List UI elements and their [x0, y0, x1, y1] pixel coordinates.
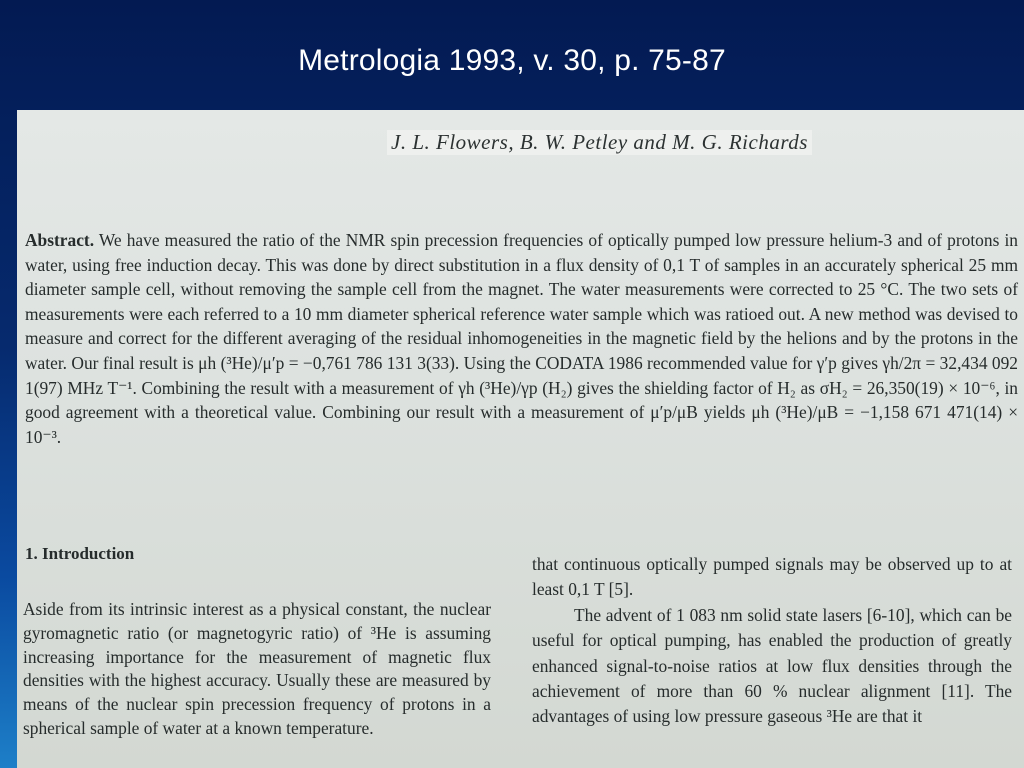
paper-authors: J. L. Flowers, B. W. Petley and M. G. Richards	[387, 130, 812, 155]
intro-left-column: Aside from its intrinsic interest as a physical constant, the nuclear gyromagnetic ratio (or magnetogyric ratio) of ³He is assuming increasing importance for the measurement of magnetic flux densities with the highest accuracy. Usually these are measured by means of the nuclear spin precession frequency of protons in a spherical sample of water at a known temperature.	[23, 599, 491, 738]
intro-right-paragraph-2: The advent of 1 083 nm solid state lasers [6-10], which can be useful for optical pumping, has enabled the production of greatly enhanced signal-to-noise ratios at low flux densities through the achievement of more than 60 % nuclear alignment [11]. The advantages of using low pressure gaseous ³He are that it	[532, 604, 1012, 727]
abstract-text: We have measured the ratio of the NMR spin precession frequencies of optically pumped low pressure helium-3 and of protons in water, using free induction decay. This was done by direct substitution in a flux density of 0,1 T of samples in an accurately spherical 25 mm diameter sample cell, without removing the sample cell from the magnet. The water measurements were corrected to 25 °C. The two sets of measurements were each referred to a 10 mm diameter spherical reference water sample which was ratioed out. A new method was devised to measure and correct for the different averaging of the residual inhomogeneities in the magnetic field by the helions and by the protons in the water. Our final result is μh (³He)/μ′p = −0,761 786 131 3(33). Using the CODATA 1986 recommended value for γ′p gives γh/2π = 32,434 092 1(97) MHz T⁻¹. Combining the result with a measurement of γh (³He)/γp (H₂) gives the shielding factor of H₂ as σH₂ = 26,350(19) × 10⁻⁶, in good agreement with a theoretical value. Combining our result with a measurement of μ′p/μB yields μh (³He)/μB = −1,158 671 471(14) × 10⁻³.	[25, 230, 1018, 447]
paper-scan	[17, 110, 1024, 768]
introduction-heading: 1. Introduction	[25, 544, 135, 563]
intro-right-column	[532, 552, 1012, 730]
intro-right-paragraph-1: that continuous optically pumped signals may be observed up to at least 0,1 T [5].	[532, 554, 1012, 600]
abstract-paragraph	[25, 228, 1018, 449]
abstract-label: Abstract.	[25, 230, 95, 250]
slide-title: Metrologia 1993, v. 30, p. 75-87	[298, 44, 726, 77]
